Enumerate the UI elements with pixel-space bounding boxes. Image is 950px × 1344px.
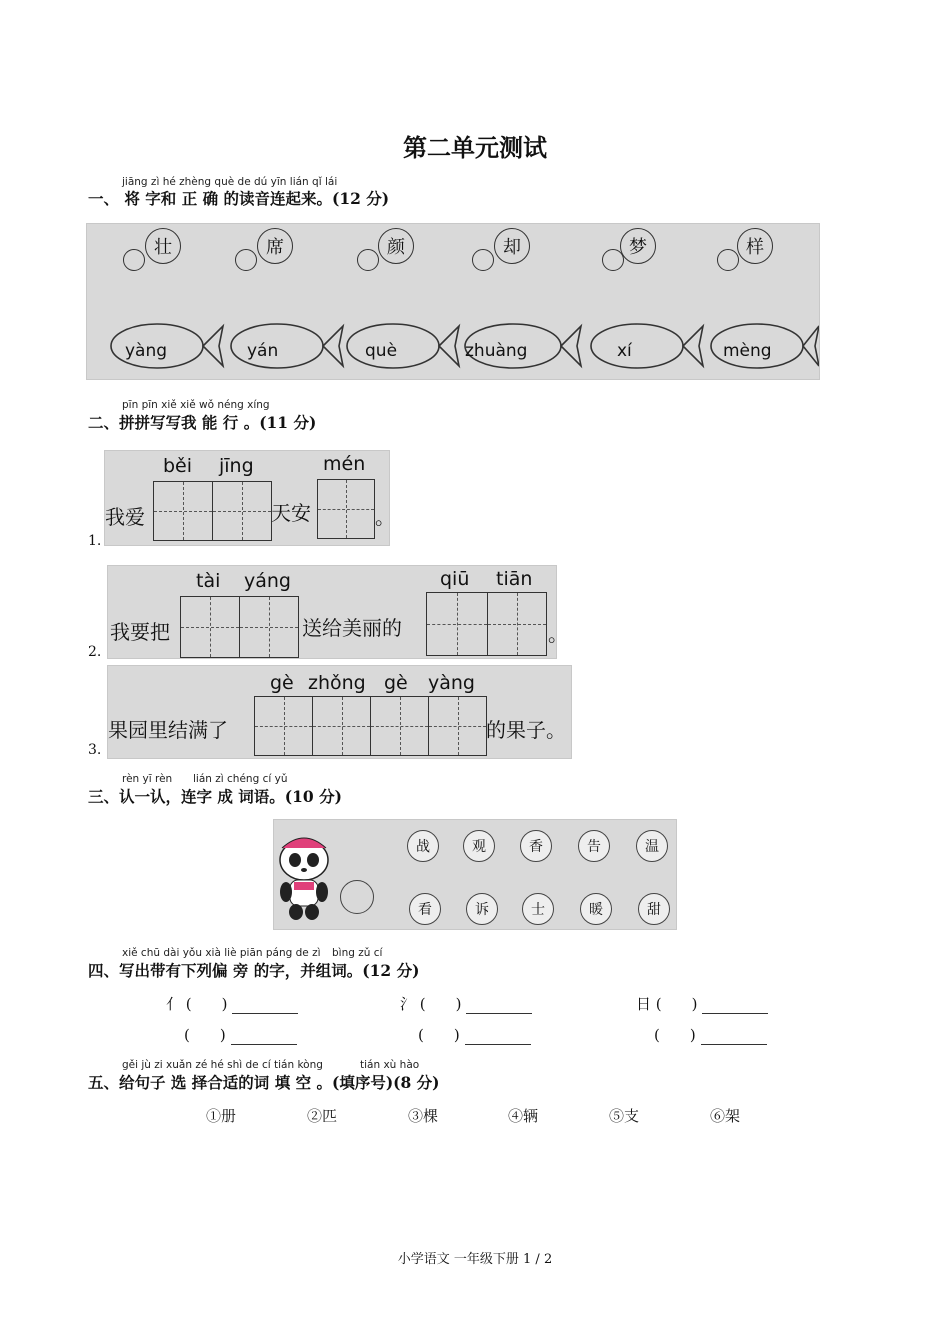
pinyin-label: zhǒng <box>308 672 366 694</box>
fish-row <box>99 316 819 372</box>
sentence-text: 我爱 <box>105 505 145 529</box>
char-circle[interactable]: 诉 <box>466 893 498 925</box>
option: ④辆 <box>508 1107 539 1125</box>
word-blank[interactable] <box>702 999 768 1014</box>
bubble-small <box>357 249 379 271</box>
char-circle[interactable]: 观 <box>463 830 495 862</box>
char-circle[interactable]: 甜 <box>638 893 670 925</box>
q2-item1-image <box>104 450 395 546</box>
q5-heading: 五、给句子 选 择合适的词 填 空 。(填序号)(8 分) <box>88 1073 440 1092</box>
char-circle[interactable]: 看 <box>409 893 441 925</box>
fish-pinyin[interactable]: què <box>365 341 398 361</box>
sentence-text: 的果子。 <box>486 718 566 742</box>
item-number: 1. <box>88 533 102 549</box>
pinyin-label: gè <box>384 672 408 694</box>
write-grid[interactable] <box>180 596 299 658</box>
q1-heading: 一、 将 字和 正 确 的读音连起来。(12 分) <box>88 189 390 208</box>
paren-blank[interactable]: ( ) <box>419 995 462 1013</box>
fish-pinyin[interactable]: zhuàng <box>465 341 528 361</box>
option: ⑤支 <box>609 1107 640 1125</box>
option: ③棵 <box>408 1107 439 1125</box>
q2-item2-image <box>107 565 568 659</box>
char-bubble[interactable]: 梦 <box>620 228 656 264</box>
write-grid[interactable] <box>254 696 487 756</box>
pinyin-label: gè <box>270 672 294 694</box>
fish-pinyin[interactable]: mèng <box>723 341 772 361</box>
pinyin-label: tài <box>196 570 221 592</box>
blank-row <box>418 1024 531 1045</box>
item-number: 3. <box>88 742 102 758</box>
q3-pinyin-a: rèn yī rèn <box>122 773 173 785</box>
radical-label: 日 <box>636 995 652 1013</box>
word-blank[interactable] <box>231 1030 297 1045</box>
page-footer: 小学语文 一年级下册 1 / 2 <box>397 1252 553 1267</box>
char-circle[interactable]: 告 <box>578 830 610 862</box>
panda-icon <box>274 826 338 926</box>
radical-label: 氵 <box>400 995 416 1013</box>
write-grid[interactable] <box>317 479 375 539</box>
pinyin-label: yàng <box>428 672 475 694</box>
pinyin-label: mén <box>323 453 366 475</box>
char-bubble[interactable]: 样 <box>737 228 773 264</box>
sentence-text: 天安 <box>271 501 311 525</box>
char-bubble[interactable]: 壮 <box>145 228 181 264</box>
q5-pinyin-b: tián xù hào <box>360 1059 420 1071</box>
word-blank[interactable] <box>465 1030 531 1045</box>
bubble-small <box>472 249 494 271</box>
q4-heading: 四、写出带有下列偏 旁 的字，并组词。(12 分) <box>88 961 420 980</box>
sentence-text: 我要把 <box>110 620 170 644</box>
paren-blank[interactable]: ( ) <box>655 995 698 1013</box>
fish-pinyin[interactable]: xí <box>617 341 632 361</box>
q4-pinyin-a: xiě chū dài yǒu xià liè piān páng de zì <box>122 947 321 959</box>
radical-row <box>400 993 532 1014</box>
q2-heading: 二、拼拼写写我 能 行 。(11 分) <box>88 413 317 432</box>
sentence-text: 送给美丽的 <box>302 616 402 640</box>
write-grid[interactable] <box>426 592 547 656</box>
word-blank[interactable] <box>232 999 298 1014</box>
q5-pinyin-a: gěi jù zi xuǎn zé hé shì de cí tián kòng <box>122 1059 323 1071</box>
pinyin-label: yáng <box>244 570 291 592</box>
paren-blank[interactable]: ( ) <box>185 995 228 1013</box>
bubble-small <box>717 249 739 271</box>
char-circle[interactable]: 温 <box>636 830 668 862</box>
option: ②匹 <box>307 1107 338 1125</box>
pinyin-label: qiū <box>440 568 470 590</box>
blank-row <box>654 1024 767 1045</box>
option: ⑥架 <box>710 1107 741 1125</box>
pinyin-label: jīng <box>219 455 254 477</box>
radical-row <box>166 993 298 1014</box>
char-circle[interactable]: 暖 <box>580 893 612 925</box>
char-circle[interactable]: 香 <box>520 830 552 862</box>
pinyin-label: běi <box>163 455 193 477</box>
pinyin-label: tiān <box>496 568 533 590</box>
char-circle[interactable]: 士 <box>522 893 554 925</box>
paren-blank[interactable]: ( ) <box>418 1026 460 1044</box>
q3-image <box>273 819 677 930</box>
char-bubble[interactable]: 颜 <box>378 228 414 264</box>
q3-pinyin-b: lián zì chéng cí yǔ <box>193 773 288 785</box>
radical-label: 亻 <box>166 995 182 1013</box>
write-grid[interactable] <box>153 481 272 541</box>
paren-blank[interactable]: ( ) <box>654 1026 696 1044</box>
paren-blank[interactable]: ( ) <box>184 1026 226 1044</box>
radical-row <box>636 993 768 1014</box>
q1-image <box>86 223 820 380</box>
q1-pinyin: jiāng zì hé zhèng què de dú yīn lián qǐ lái <box>122 176 338 188</box>
bubble-small <box>123 249 145 271</box>
option: ①册 <box>206 1107 237 1125</box>
blank-row <box>184 1024 297 1045</box>
sentence-text: 。 <box>375 505 395 529</box>
bubble-small <box>235 249 257 271</box>
item-number: 2. <box>88 644 102 660</box>
word-blank[interactable] <box>701 1030 767 1045</box>
char-bubble[interactable]: 却 <box>494 228 530 264</box>
q4-pinyin-b: bìng zǔ cí <box>332 947 383 959</box>
q2-pinyin: pīn pīn xiě xiě wǒ néng xíng <box>122 399 270 411</box>
fish-pinyin[interactable]: yán <box>247 341 279 361</box>
fish-pinyin[interactable]: yàng <box>125 341 168 361</box>
q3-heading: 三、认一认，连字 成 词语。(10 分) <box>88 787 342 806</box>
char-bubble[interactable]: 席 <box>257 228 293 264</box>
char-circle[interactable]: 战 <box>407 830 439 862</box>
page-title: 第二单元测试 <box>403 134 547 162</box>
sentence-text: 果园里结满了 <box>108 718 228 742</box>
example-circle <box>340 880 374 914</box>
word-blank[interactable] <box>466 999 532 1014</box>
q2-item3-image <box>107 665 572 759</box>
sentence-text: 。 <box>548 622 568 646</box>
